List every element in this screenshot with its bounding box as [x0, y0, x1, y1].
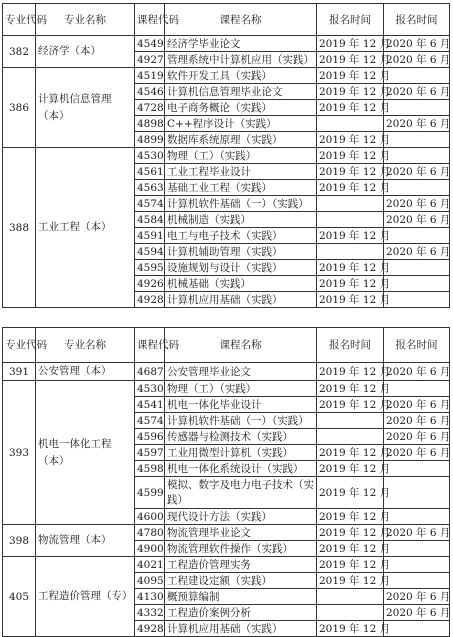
exam-time-2-cell: [384, 509, 450, 525]
course-table-1: [2, 3, 450, 308]
exam-time-2-cell: [384, 461, 450, 477]
exam-time-1-cell: 2019 年 12 月: [317, 84, 384, 100]
exam-time-2-cell: 2020 年 6 月: [384, 116, 450, 132]
course-code-cell: 4095: [135, 573, 165, 589]
exam-time-2-cell: 2020 年 6 月: [384, 605, 450, 621]
course-name-cell: 物流管理毕业论文: [165, 525, 317, 541]
course-name-cell: 机电一体化毕业设计: [165, 397, 317, 413]
course-code-cell: 4598: [135, 461, 165, 477]
exam-time-2-cell: [384, 68, 450, 84]
course-code-cell: 4899: [135, 132, 165, 148]
exam-time-1-cell: 2019 年 12 月: [317, 132, 384, 148]
exam-time-2-cell: [384, 100, 450, 116]
major-code-cell: 386: [3, 68, 36, 148]
course-name-cell: 概预算编制: [165, 589, 317, 605]
exam-time-2-cell: 2020 年 6 月: [384, 164, 450, 180]
course-name-cell: 电工与电子技术（实践）: [165, 228, 317, 244]
course-name-cell: 计算机软件基础（一）（实践）: [165, 413, 317, 429]
major-name-cell: 经济学（本）: [36, 36, 135, 68]
exam-time-1-cell: 2019 年 12 月: [317, 381, 384, 397]
exam-time-2-cell: [384, 148, 450, 164]
exam-time-2-cell: 2020 年 6 月: [384, 212, 450, 228]
exam-time-1-cell: 2019 年 12 月: [317, 276, 384, 292]
major-name-cell: 物流管理（本）: [36, 525, 135, 557]
course-code-cell: 4563: [135, 180, 165, 196]
course-name-cell: 设施规划与设计（实践）: [165, 260, 317, 276]
course-name-cell: 基础工业工程（实践）: [165, 180, 317, 196]
header-course-code: 课程代码: [135, 328, 165, 363]
course-name-cell: 工程造价管理实务: [165, 557, 317, 573]
table-row: [3, 381, 450, 397]
exam-time-1-cell: [317, 196, 384, 212]
course-code-cell: 4530: [135, 148, 165, 164]
exam-time-2-cell: [384, 621, 450, 637]
exam-time-1-cell: [317, 244, 384, 260]
course-name-cell: 机械制造（实践）: [165, 212, 317, 228]
exam-time-1-cell: [317, 589, 384, 605]
exam-time-2-cell: [384, 557, 450, 573]
exam-time-2-cell: 2020 年 6 月: [384, 445, 450, 461]
exam-time-1-cell: [317, 429, 384, 445]
exam-time-1-cell: [317, 413, 384, 429]
exam-time-1-cell: 2019 年 12 月: [317, 445, 384, 461]
exam-time-2-cell: 2020 年 6 月: [384, 196, 450, 212]
course-name-cell: 计算机信息管理毕业论文: [165, 84, 317, 100]
exam-time-2-cell: 2020 年 6 月: [384, 84, 450, 100]
exam-time-2-cell: [384, 541, 450, 557]
table-body-2: [3, 363, 450, 637]
major-code-cell: 388: [3, 148, 36, 308]
exam-time-2-cell: [384, 132, 450, 148]
exam-time-2-cell: [384, 573, 450, 589]
header-major-code: 专业代码: [3, 328, 36, 363]
exam-time-1-cell: 2019 年 12 月: [317, 509, 384, 525]
exam-time-2-cell: 2020 年 6 月: [384, 525, 450, 541]
course-code-cell: 4926: [135, 276, 165, 292]
exam-time-1-cell: 2019 年 12 月: [317, 228, 384, 244]
course-code-cell: 4928: [135, 621, 165, 637]
course-name-cell: 现代设计方法（实践）: [165, 509, 317, 525]
exam-time-1-cell: 2019 年 12 月: [317, 461, 384, 477]
major-name-cell: 公安管理（本）: [36, 363, 135, 381]
exam-time-2-cell: [384, 276, 450, 292]
exam-time-1-cell: 2019 年 12 月: [317, 363, 384, 381]
course-name-cell: 物流管理软件操作（实践）: [165, 541, 317, 557]
major-name-cell: 工程造价管理（专）: [36, 557, 135, 637]
course-code-cell: 4595: [135, 260, 165, 276]
course-code-cell: 4927: [135, 52, 165, 68]
exam-time-2-cell: 2020 年 6 月: [384, 413, 450, 429]
exam-time-1-cell: [317, 605, 384, 621]
table-row: [3, 525, 450, 541]
exam-time-2-cell: [384, 477, 450, 509]
major-name-cell: 工业工程（本）: [36, 148, 135, 308]
exam-time-1-cell: 2019 年 12 月: [317, 541, 384, 557]
course-name-cell: 计算机辅助管理（实践）: [165, 244, 317, 260]
exam-time-2-cell: 2020 年 6 月: [384, 429, 450, 445]
major-name-cell: 计算机信息管理（本）: [36, 68, 135, 148]
course-name-cell: 管理系统中计算机应用（实践）: [165, 52, 317, 68]
header-exam-time-2: 报名时间: [384, 328, 450, 363]
table-row: [3, 148, 450, 164]
course-code-cell: 4900: [135, 541, 165, 557]
table-row: [3, 363, 450, 381]
table-row: [3, 36, 450, 52]
table-body-1: [3, 36, 450, 308]
exam-time-1-cell: 2019 年 12 月: [317, 621, 384, 637]
course-code-cell: 4549: [135, 36, 165, 52]
course-name-cell: 工程建设定额（实践）: [165, 573, 317, 589]
exam-time-1-cell: 2019 年 12 月: [317, 100, 384, 116]
header-exam-time-2: 报名时间: [384, 4, 450, 36]
header-course-code: 课程代码: [135, 4, 165, 36]
exam-time-1-cell: 2019 年 12 月: [317, 68, 384, 84]
exam-time-2-cell: [384, 381, 450, 397]
exam-time-2-cell: 2020 年 6 月: [384, 52, 450, 68]
header-exam-time-1: 报名时间: [317, 4, 384, 36]
exam-time-1-cell: [317, 116, 384, 132]
exam-time-1-cell: 2019 年 12 月: [317, 36, 384, 52]
exam-time-1-cell: 2019 年 12 月: [317, 260, 384, 276]
exam-time-1-cell: 2019 年 12 月: [317, 397, 384, 413]
course-name-cell: 电子商务概论（实践）: [165, 100, 317, 116]
course-name-cell: 机电一体化系统设计（实践）: [165, 461, 317, 477]
header-row: [3, 328, 450, 363]
exam-time-2-cell: [384, 228, 450, 244]
course-code-cell: 4591: [135, 228, 165, 244]
course-name-cell: 物理（工）（实践）: [165, 381, 317, 397]
course-code-cell: 4130: [135, 589, 165, 605]
course-code-cell: 4574: [135, 196, 165, 212]
course-code-cell: 4597: [135, 445, 165, 461]
major-code-cell: 405: [3, 557, 36, 637]
table-row: [3, 68, 450, 84]
course-code-cell: 4530: [135, 381, 165, 397]
course-code-cell: 4599: [135, 477, 165, 509]
exam-time-1-cell: 2019 年 12 月: [317, 477, 384, 509]
course-name-cell: 经济学毕业论文: [165, 36, 317, 52]
exam-time-1-cell: 2019 年 12 月: [317, 573, 384, 589]
course-name-cell: 工程造价案例分析: [165, 605, 317, 621]
exam-time-1-cell: 2019 年 12 月: [317, 180, 384, 196]
exam-time-2-cell: [384, 292, 450, 308]
course-code-cell: 4928: [135, 292, 165, 308]
course-code-cell: 4546: [135, 84, 165, 100]
header-major-name: 专业名称: [36, 4, 135, 36]
course-code-cell: 4561: [135, 164, 165, 180]
major-name-cell: 机电一体化工程（本）: [36, 381, 135, 525]
course-code-cell: 4596: [135, 429, 165, 445]
exam-time-1-cell: 2019 年 12 月: [317, 557, 384, 573]
exam-time-2-cell: [384, 260, 450, 276]
course-name-cell: 工业工程毕业设计: [165, 164, 317, 180]
major-code-cell: 391: [3, 363, 36, 381]
course-code-cell: 4898: [135, 116, 165, 132]
exam-time-2-cell: [384, 180, 450, 196]
course-name-cell: C++程序设计（实践）: [165, 116, 317, 132]
exam-time-2-cell: 2020 年 6 月: [384, 363, 450, 381]
course-name-cell: 模拟、数字及电力电子技术（实践）: [165, 477, 317, 509]
exam-time-1-cell: 2019 年 12 月: [317, 525, 384, 541]
course-code-cell: 4021: [135, 557, 165, 573]
header-course-name: 课程名称: [165, 328, 317, 363]
exam-time-1-cell: [317, 212, 384, 228]
course-name-cell: 工业用微型计算机（实践）: [165, 445, 317, 461]
exam-time-1-cell: 2019 年 12 月: [317, 164, 384, 180]
exam-time-2-cell: 2020 年 6 月: [384, 589, 450, 605]
course-code-cell: 4600: [135, 509, 165, 525]
course-code-cell: 4780: [135, 525, 165, 541]
exam-time-2-cell: 2020 年 6 月: [384, 36, 450, 52]
header-course-name: 课程名称: [165, 4, 317, 36]
course-code-cell: 4584: [135, 212, 165, 228]
header-major-code: 专业代码: [3, 4, 36, 36]
course-name-cell: 物理（工）（实践）: [165, 148, 317, 164]
course-table-2: [2, 327, 450, 637]
course-code-cell: 4728: [135, 100, 165, 116]
course-name-cell: 软件开发工具（实践）: [165, 68, 317, 84]
course-name-cell: 计算机应用基础（实践）: [165, 621, 317, 637]
course-name-cell: 传感器与检测技术（实践）: [165, 429, 317, 445]
exam-time-1-cell: 2019 年 12 月: [317, 292, 384, 308]
course-code-cell: 4519: [135, 68, 165, 84]
course-code-cell: 4541: [135, 397, 165, 413]
major-code-cell: 382: [3, 36, 36, 68]
course-code-cell: 4332: [135, 605, 165, 621]
course-code-cell: 4594: [135, 244, 165, 260]
course-code-cell: 4687: [135, 363, 165, 381]
major-code-cell: 393: [3, 381, 36, 525]
course-code-cell: 4574: [135, 413, 165, 429]
exam-time-1-cell: 2019 年 12 月: [317, 52, 384, 68]
exam-time-2-cell: 2020 年 6 月: [384, 244, 450, 260]
course-name-cell: 计算机软件基础（一）（实践）: [165, 196, 317, 212]
major-code-cell: 398: [3, 525, 36, 557]
table-row: [3, 557, 450, 573]
exam-time-1-cell: 2019 年 12 月: [317, 148, 384, 164]
course-name-cell: 机械基础（实践）: [165, 276, 317, 292]
header-major-name: 专业名称: [36, 328, 135, 363]
course-name-cell: 公安管理毕业论文: [165, 363, 317, 381]
header-row: [3, 4, 450, 36]
course-name-cell: 数据库系统原理（实践）: [165, 132, 317, 148]
course-name-cell: 计算机应用基础（实践）: [165, 292, 317, 308]
header-exam-time-1: 报名时间: [317, 328, 384, 363]
exam-time-2-cell: 2020 年 6 月: [384, 397, 450, 413]
